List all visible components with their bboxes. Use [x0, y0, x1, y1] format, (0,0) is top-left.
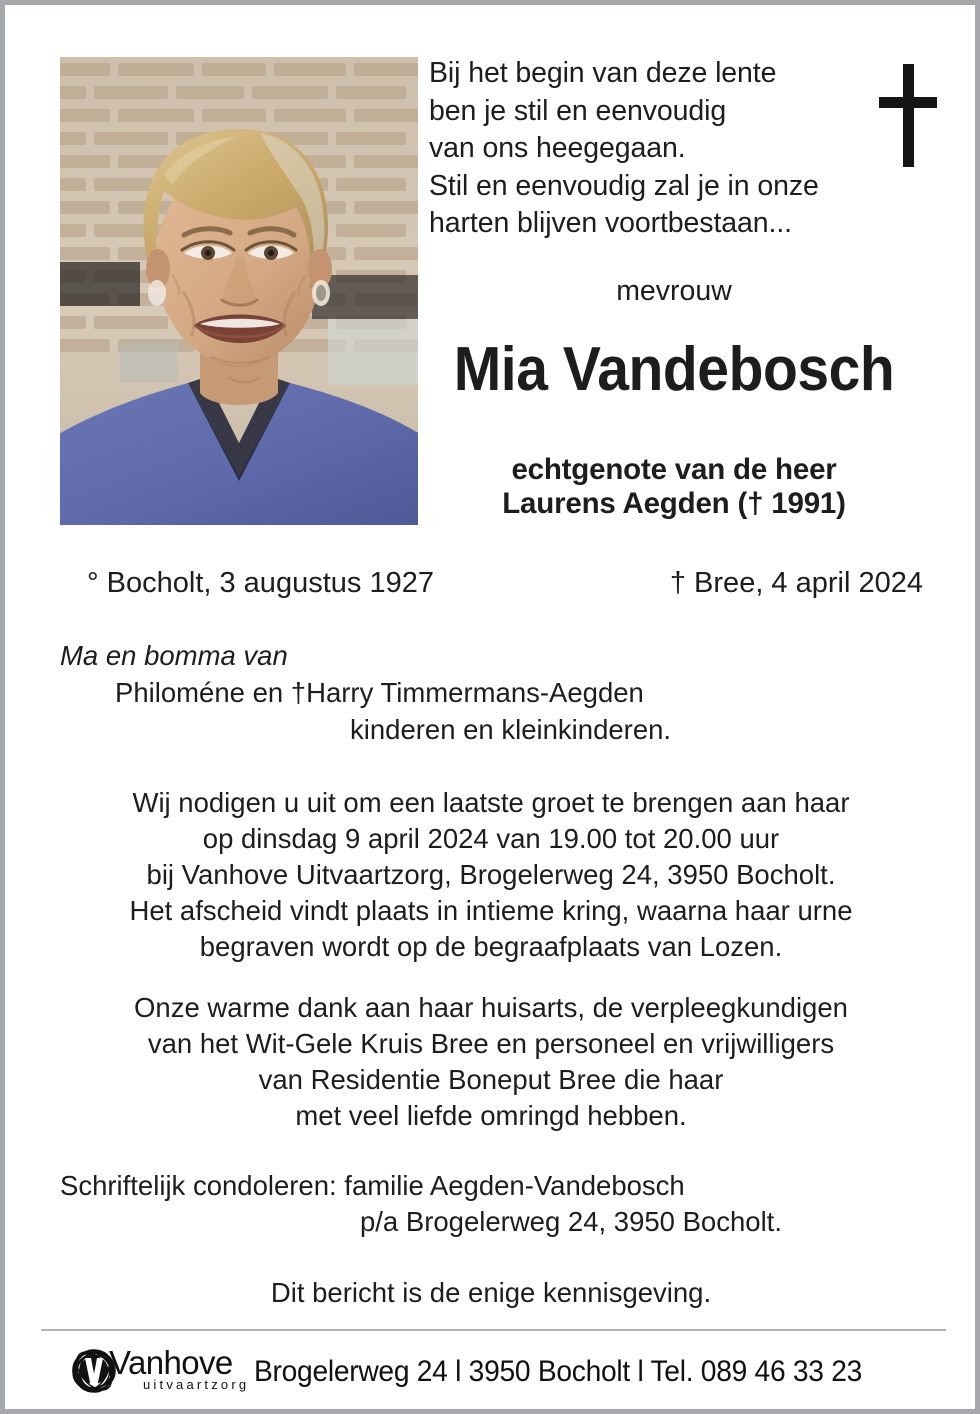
death-date: † Bree, 4 april 2024: [669, 567, 923, 599]
portrait-photo: [60, 57, 418, 525]
thanks-line-4: met veel liefde omringd hebben.: [295, 1100, 687, 1131]
invitation-line-1: Wij nodigen u uit om een laatste groet te brengen aan haar: [132, 787, 850, 818]
latin-cross-icon: [879, 64, 937, 167]
vanhove-logo: [41, 1343, 250, 1401]
spouse-info: [419, 453, 929, 521]
condolence-line-2: p/a Brogelerweg 24, 3950 Bocholt.: [360, 1206, 782, 1237]
spouse-line-2: Laurens Aegden († 1991): [502, 487, 846, 520]
poem-line-3: van ons heegegaan.: [429, 132, 686, 164]
card-header: [5, 5, 975, 525]
invitation-line-4: Het afscheid vindt plaats in intieme kring, waarna haar urne: [129, 895, 853, 926]
condolence-block: [60, 1168, 922, 1240]
thanks-paragraph: [60, 990, 922, 1134]
family-line-2: Philoméne en †Harry Timmermans-Aegden: [115, 677, 644, 708]
single-notice-text: Dit bericht is de enige kennisgeving.: [270, 1277, 712, 1308]
cross-vertical-bar: [903, 64, 914, 167]
invitation-paragraph: [60, 785, 922, 965]
invitation-line-2: op dinsdag 9 april 2024 van 19.00 tot 20.00 uur: [202, 823, 780, 854]
vanhove-wordmark: Vanhove: [109, 1344, 233, 1381]
family-line-3: kinderen en kleinkinderen.: [350, 714, 672, 745]
thanks-line-1: Onze warme dank aan haar huisarts, de verpleegkundigen: [134, 992, 848, 1023]
poem-line-1: Bij het begin van deze lente: [429, 57, 777, 89]
footer-divider: [41, 1329, 946, 1331]
invitation-line-5: begraven wordt op de begraafplaats van Lozen.: [199, 931, 783, 962]
honorific-label: mevrouw: [616, 275, 732, 307]
invitation-line-3: bij Vanhove Uitvaartzorg, Brogelerweg 24, 3950 Bocholt.: [146, 859, 836, 890]
poem-line-2: ben je stil en eenvoudig: [429, 94, 727, 127]
thanks-line-2: van het Wit-Gele Kruis Bree en personeel en vrijwilligers: [147, 1028, 835, 1059]
cross-horizontal-bar: [879, 97, 937, 108]
birth-date: ° Bocholt, 3 augustus 1927: [87, 567, 434, 599]
deceased-name: Mia Vandebosch: [453, 335, 895, 404]
spouse-line-1: echtgenote van de heer: [511, 453, 837, 486]
thanks-line-3: van Residentie Boneput Bree die haar: [258, 1064, 724, 1095]
family-lead-line: Ma en bomma van: [60, 640, 288, 671]
poem-line-5: harten blijven voortbestaan...: [429, 207, 792, 239]
footer-address: Brogelerweg 24 l 3950 Bocholt l Tel. 089 46 33 23: [254, 1355, 863, 1388]
memorial-poem: [429, 55, 869, 243]
family-block: [60, 637, 920, 748]
birth-death-dates: [65, 563, 925, 603]
condolence-line-1: Schriftelijk condoleren: familie Aegden-Vandebosch: [60, 1170, 685, 1201]
footer: [41, 1341, 946, 1403]
poem-line-4: Stil en eenvoudig zal je in onze: [429, 169, 819, 202]
vanhove-tagline: uitvaartzorg: [143, 1377, 250, 1392]
